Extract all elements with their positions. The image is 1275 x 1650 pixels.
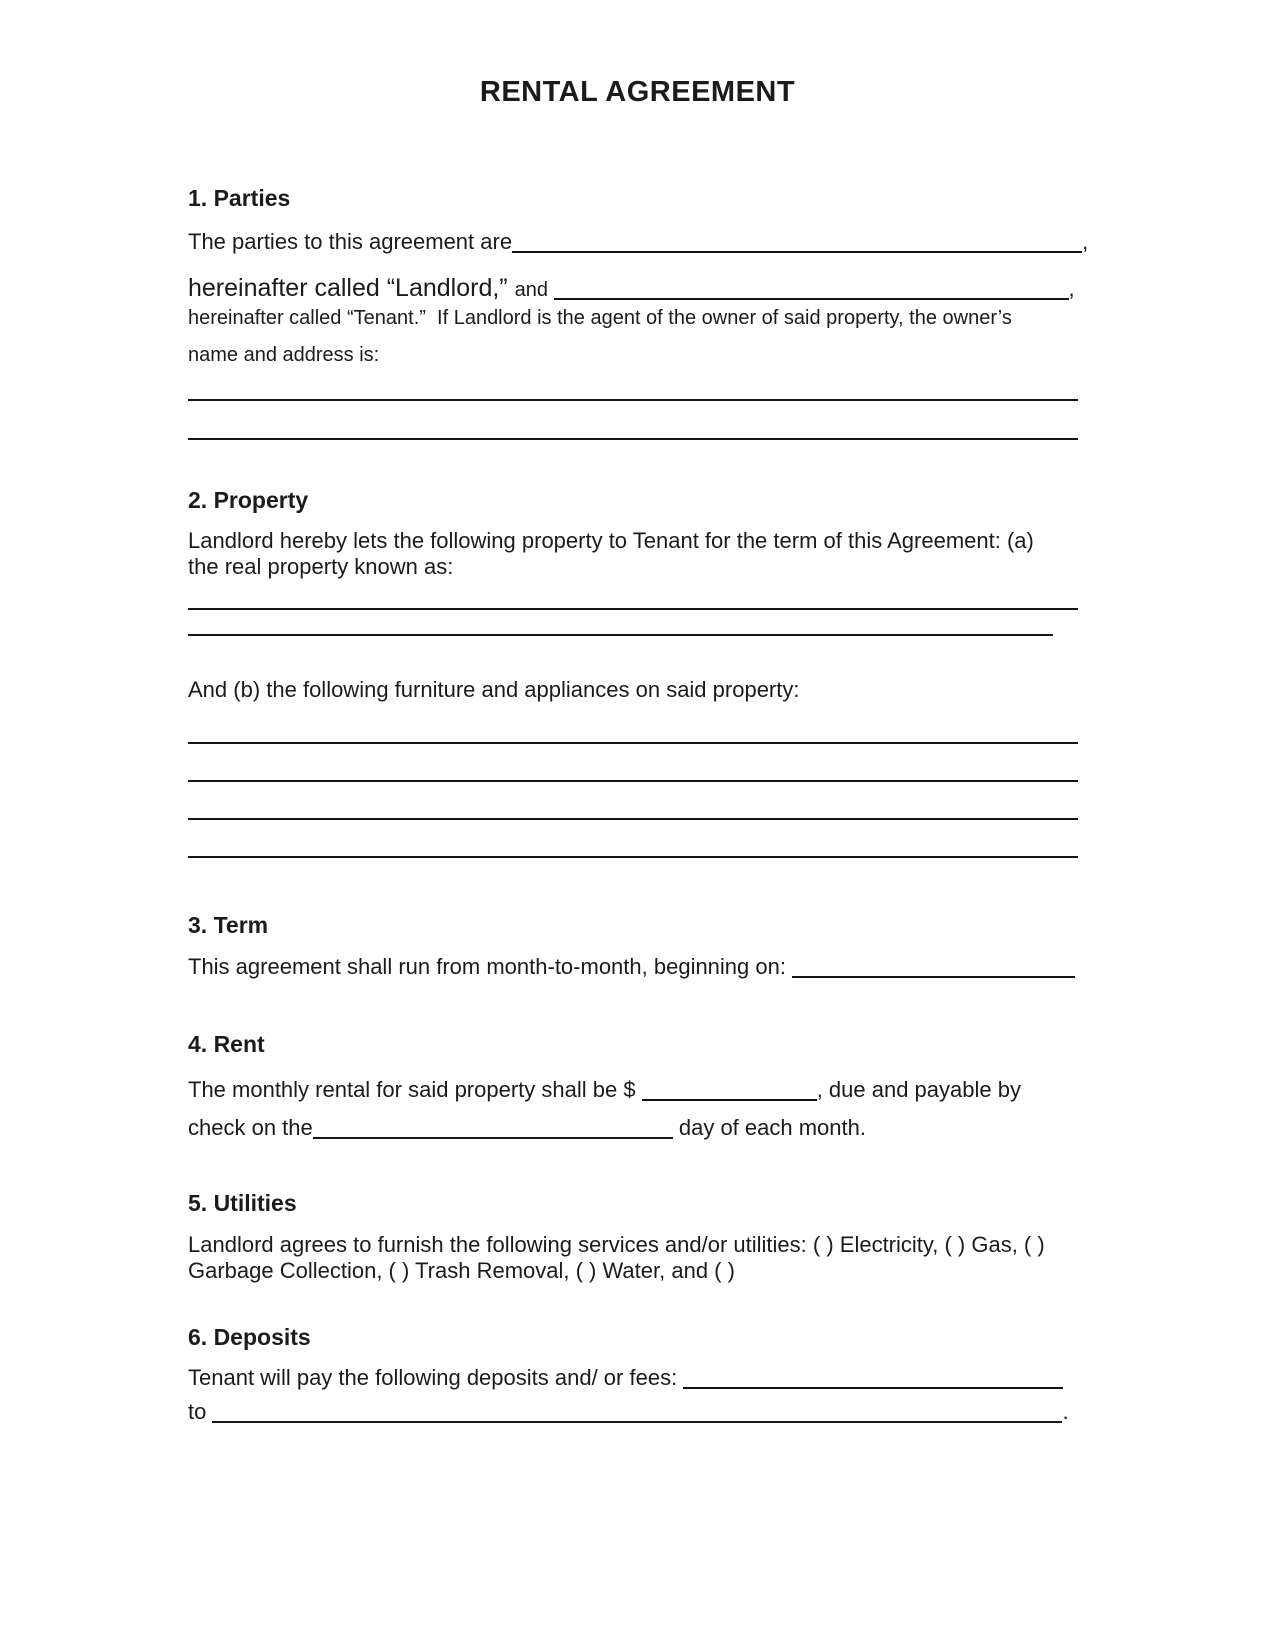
text-run: The monthly rental for said property shall be $ [188, 1077, 642, 1102]
property-blank-2 [188, 634, 1053, 636]
text-run: Landlord hereby lets the following property to Tenant for the term of this Agreement: (a) [188, 528, 1034, 553]
fill-in-blank [212, 1419, 1062, 1423]
parties-line-3 [188, 302, 1012, 333]
heading-parties: 1. Parties [188, 185, 291, 211]
heading-property: 2. Property [188, 487, 309, 513]
deposits-line-2 [188, 1397, 1069, 1427]
term-line [188, 952, 1075, 982]
text-run: , due and payable by [816, 1077, 1021, 1102]
deposits-line-1 [188, 1363, 1063, 1393]
text-run: to [188, 1399, 213, 1424]
text-run: Garbage Collection, ( ) Trash Removal, ( ) Water, and ( ) [188, 1258, 735, 1283]
furniture-blank-1 [188, 742, 1078, 744]
furniture-blank-3 [188, 818, 1078, 820]
fill-in-blank [642, 1097, 817, 1101]
parties-blank-1 [188, 399, 1078, 401]
heading-utilities: 5. Utilities [188, 1190, 297, 1216]
fill-in-blank [512, 249, 1082, 253]
text-run: This agreement shall run from month-to-month, beginning on: [188, 954, 793, 979]
text-run: hereinafter called “Tenant.” If Landlord is the agent of the owner of said property, the owner’s [188, 307, 1012, 329]
text-run: , [1068, 276, 1075, 301]
fill-in-blank [792, 974, 1075, 978]
rent-line-1 [188, 1075, 1021, 1105]
fill-in-blank [683, 1385, 1063, 1389]
text-run: The parties to this agreement are [188, 229, 513, 254]
heading-term: 3. Term [188, 912, 269, 938]
parties-line-4 [188, 339, 379, 370]
furniture-blank-4 [188, 856, 1078, 858]
doc-title: RENTAL AGREEMENT [479, 76, 796, 108]
text-run: And (b) the following furniture and appliances on said property: [188, 677, 800, 702]
property-blank-1 [188, 608, 1078, 610]
heading-rent: 4. Rent [188, 1031, 265, 1057]
text-run: and [514, 279, 554, 301]
fill-in-blank [313, 1135, 673, 1139]
text-run: , [1082, 229, 1089, 254]
parties-blank-2 [188, 438, 1078, 440]
parties-line-1 [188, 227, 1088, 257]
text-run: day of each month. [672, 1115, 866, 1140]
text-run: . [1062, 1399, 1069, 1424]
utilities-para [188, 1232, 1045, 1284]
text-run: check on the [188, 1115, 313, 1140]
parties-line-2 [188, 273, 1075, 305]
fill-in-blank [554, 296, 1069, 300]
furniture-blank-2 [188, 780, 1078, 782]
property-furniture-line [188, 675, 799, 705]
text-run: Tenant will pay the following deposits and/ or fees: [188, 1365, 684, 1390]
text-run: the real property known as: [188, 554, 454, 579]
text-run: name and address is: [188, 344, 380, 366]
heading-deposits: 6. Deposits [188, 1324, 311, 1350]
text-run: hereinafter called “Landlord,” [188, 274, 515, 302]
property-intro [188, 528, 1034, 580]
rent-line-2 [188, 1113, 866, 1143]
text-run: Landlord agrees to furnish the following services and/or utilities: ( ) Electricity, ( ) Gas, ( ) [188, 1232, 1045, 1257]
